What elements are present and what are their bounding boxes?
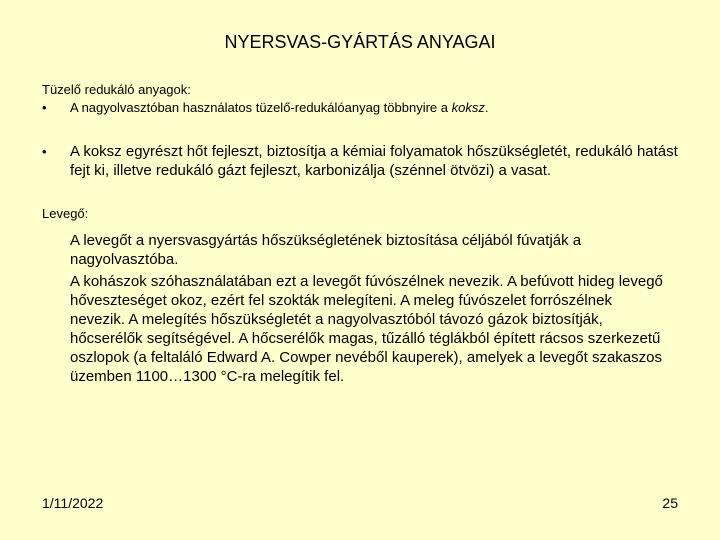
fuel-bullet-1-text [70, 100, 488, 116]
fuel-heading: Tüzelő redukáló anyagok: [42, 82, 191, 97]
air-paragraph-2: A kohászok szóhasználatában ezt a levegőt fúvószélnek nevezik. A befúvott hideg levegő hőveszteséget okoz, ezért fel szokták melegíteni. A meleg fúvószelet forrószélnek nevezik. A melegítés hőszükségletét a nagyolvasztóból távozó gázok biztosítják, hőcserélők segítségével. A hőcserélők magas, tűzálló téglákból épített rácsos szerkezetű oszlopok (a feltaláló Edward A. Cowper nevéből kauperek), amelyek a levegőt szakaszos üzemben 1100…1300 °C-ra melegítik fel. [70, 273, 663, 385]
fuel-bullet-1-suffix: . [484, 100, 489, 115]
fuel-bullet-1-italic: koksz [451, 100, 485, 115]
fuel-bullet-1 [42, 100, 682, 116]
air-heading: Levegő: [42, 206, 89, 221]
bullet-icon: • [42, 100, 47, 115]
air-paragraph-1: A levegőt a nyersvasgyártás hőszükségletének biztosítása céljából fúvatják a nagyolvasztóba. [70, 232, 582, 268]
page-number: 25 [662, 495, 678, 511]
fuel-bullet-2 [42, 142, 682, 182]
slide-title: NYERSVAS-GYÁRTÁS ANYAGAI [224, 32, 496, 52]
footer-date: 1/11/2022 [42, 495, 104, 511]
fuel-bullet-2-text: A koksz egyrészt hőt fejleszt, biztosítja a kémiai folyamatok hőszükségletét, redukáló hatást fejt ki, illetve redukáló gázt fejleszt, karbonizálja (szénnel ötvözi) a vasat. [70, 143, 678, 179]
fuel-bullet-1-prefix: A nagyolvasztóban használatos tüzelő-redukálóanyag többnyire a [70, 100, 452, 115]
bullet-icon: • [42, 144, 47, 159]
